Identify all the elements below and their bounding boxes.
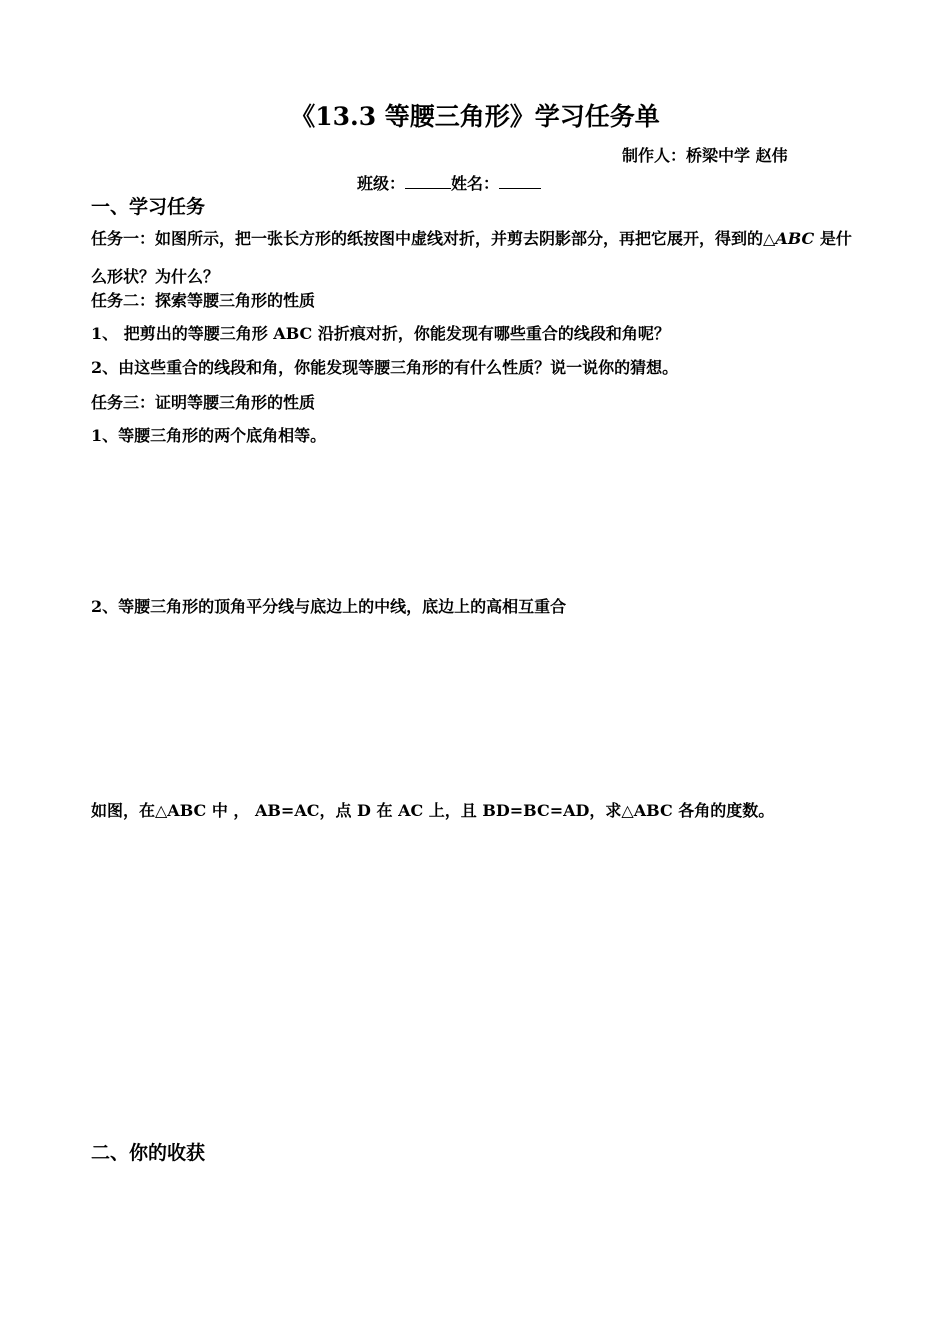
name-blank[interactable]: [499, 172, 541, 189]
exercise-problem: 如图，在△ABC 中 ， AB=AC，点 D 在 AC 上，且 BD=BC=AD，求△ABC 各角的度数。: [91, 801, 775, 820]
task2-question-2: 2、由这些重合的线段和角，你能发现等腰三角形的有什么性质？说一说你的猜想。: [91, 358, 679, 377]
class-name-line: [357, 172, 541, 194]
class-blank[interactable]: [405, 172, 451, 189]
author-line: 制作人：桥梁中学 赵伟: [622, 146, 788, 165]
task2-heading: 任务二：探索等腰三角形的性质: [91, 291, 316, 310]
page-title: 《13.3 等腰三角形》学习任务单: [290, 102, 660, 131]
name-label: 姓名：: [451, 174, 500, 193]
section-heading-tasks: 一、学习任务: [91, 196, 206, 218]
task1-triangle: ABC: [775, 229, 815, 248]
section-heading-gains: 二、你的收获: [91, 1142, 206, 1164]
task3-property-1: 1、等腰三角形的两个底角相等。: [91, 426, 327, 445]
task1-text: [91, 220, 866, 296]
task1-suffix: 是什么形状？为什么？: [91, 229, 852, 286]
task3-property-2: 2、等腰三角形的顶角平分线与底边上的中线，底边上的高相互重合: [91, 597, 567, 616]
task1-prefix: 任务一：如图所示，把一张长方形的纸按图中虚线对折，并剪去阴影部分，再把它展开，得到的△: [91, 229, 776, 248]
task3-heading: 任务三：证明等腰三角形的性质: [91, 393, 316, 412]
task2-question-1: 1、 把剪出的等腰三角形 ABC 沿折痕对折，你能发现有哪些重合的线段和角呢？: [91, 324, 670, 343]
class-label: 班级：: [357, 174, 406, 193]
